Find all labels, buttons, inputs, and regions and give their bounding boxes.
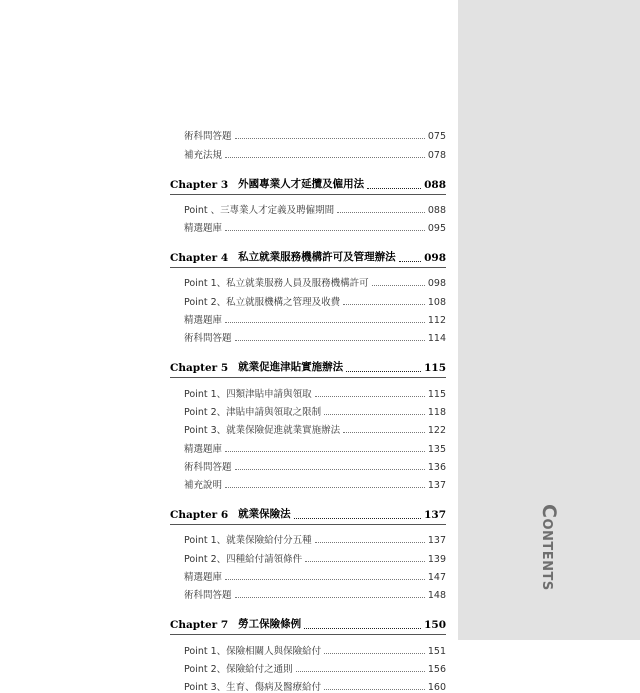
toc-entry[interactable]	[170, 400, 446, 418]
page-number: 115	[424, 362, 446, 375]
dot-leader	[372, 285, 425, 286]
entry-title: Point 、三專業人才定義及聘僱期間	[184, 204, 335, 216]
chapter-title: 勞工保險條例	[238, 618, 302, 631]
entry-title: 補充法規	[184, 149, 223, 161]
dot-leader	[304, 628, 421, 629]
dot-leader	[225, 322, 425, 323]
page-number: 139	[427, 553, 446, 565]
dot-leader	[235, 597, 425, 598]
dot-leader	[225, 579, 425, 580]
dot-leader	[343, 304, 425, 305]
toc-entry[interactable]	[170, 528, 446, 546]
entry-title: Point 3、生育、傷病及醫療給付	[184, 682, 322, 693]
toc-entry[interactable]	[170, 142, 446, 160]
toc-chapter-heading[interactable]	[170, 350, 446, 378]
toc-entry[interactable]	[170, 455, 446, 473]
entry-title: 補充說明	[184, 480, 223, 492]
chapter-title: 就業保險法	[238, 508, 291, 521]
entry-title: 精選題庫	[184, 443, 223, 455]
toc-entry[interactable]	[170, 216, 446, 234]
page-number: 151	[427, 645, 446, 657]
chapter-number: Chapter 3	[170, 178, 229, 191]
page-number: 112	[427, 315, 446, 327]
page-number: 136	[427, 461, 446, 473]
page-number: 095	[427, 223, 446, 235]
toc-entry[interactable]	[170, 657, 446, 675]
toc-entry[interactable]	[170, 473, 446, 491]
page-number: 088	[427, 204, 446, 216]
dot-leader	[315, 542, 425, 543]
entry-title: 精選題庫	[184, 315, 223, 327]
dot-leader	[294, 518, 421, 519]
toc-entry[interactable]	[170, 308, 446, 326]
page-number: 108	[427, 296, 446, 308]
entry-title: 精選題庫	[184, 223, 223, 235]
toc-chapter-heading[interactable]	[170, 607, 446, 635]
page-number: 137	[427, 535, 446, 547]
toc-entry[interactable]	[170, 124, 446, 142]
dot-leader	[225, 157, 425, 158]
table-of-contents	[170, 124, 446, 693]
dot-leader	[235, 138, 425, 139]
entry-title: Point 2、保險給付之通則	[184, 663, 293, 675]
toc-entry[interactable]	[170, 675, 446, 693]
dot-leader	[235, 340, 425, 341]
toc-entry[interactable]	[170, 565, 446, 583]
entry-title: 術科問答題	[184, 461, 232, 473]
page-number: 114	[427, 333, 446, 345]
entry-title: 術科問答題	[184, 131, 232, 143]
entry-title: 術科問答題	[184, 333, 232, 345]
page-number: 156	[427, 663, 446, 675]
page-number: 160	[427, 682, 446, 693]
dot-leader	[399, 261, 421, 262]
entry-title: Point 2、津貼申請與領取之限制	[184, 406, 322, 418]
toc-chapter-heading[interactable]	[170, 497, 446, 525]
page-number: 135	[427, 443, 446, 455]
dot-leader	[305, 561, 425, 562]
entry-title: Point 1、私立就業服務人員及服務機構許可	[184, 278, 369, 290]
toc-entry[interactable]	[170, 198, 446, 216]
page-number: 122	[427, 425, 446, 437]
toc-entry[interactable]	[170, 289, 446, 307]
dot-leader	[343, 432, 425, 433]
chapter-number: Chapter 7	[170, 619, 229, 632]
page-number: 078	[427, 149, 446, 161]
entry-title: Point 1、保險相關人與保險給付	[184, 645, 322, 657]
chapter-title: 就業促進津貼實施辦法	[238, 361, 344, 374]
chapter-number: Chapter 5	[170, 362, 229, 375]
toc-entry[interactable]	[170, 546, 446, 564]
page-number: 137	[424, 509, 446, 522]
page-number: 147	[427, 572, 446, 584]
dot-leader	[225, 487, 425, 488]
toc-entry[interactable]	[170, 418, 446, 436]
dot-leader	[346, 371, 421, 372]
chapter-title: 私立就業服務機構許可及管理辦法	[238, 251, 396, 264]
page-number: 088	[424, 178, 446, 191]
toc-entry[interactable]	[170, 583, 446, 601]
page-number: 098	[427, 278, 446, 290]
entry-title: Point 1、四類津貼申請與領取	[184, 388, 312, 400]
dot-leader	[296, 671, 425, 672]
dot-leader	[315, 396, 425, 397]
dot-leader	[324, 689, 425, 690]
chapter-title: 外國專業人才延攬及僱用法	[238, 177, 365, 190]
page-number: 115	[427, 388, 446, 400]
entry-title: 精選題庫	[184, 572, 223, 584]
dot-leader	[367, 188, 421, 189]
toc-entry[interactable]	[170, 381, 446, 399]
dot-leader	[324, 414, 425, 415]
page-number: 150	[424, 619, 446, 632]
page-number: 137	[427, 480, 446, 492]
entry-title: Point 2、四種給付請領條件	[184, 553, 303, 565]
entry-title: 術科問答題	[184, 590, 232, 602]
page-number: 098	[424, 252, 446, 265]
entry-title: Point 1、就業保險給付分五種	[184, 535, 312, 547]
toc-entry[interactable]	[170, 326, 446, 344]
page-number: 075	[427, 131, 446, 143]
page-number: 148	[427, 590, 446, 602]
dot-leader	[235, 469, 425, 470]
toc-entry[interactable]	[170, 638, 446, 656]
page-number: 118	[427, 406, 446, 418]
entry-title: Point 3、就業保險促進就業實施辦法	[184, 425, 341, 437]
dot-leader	[324, 653, 425, 654]
dot-leader	[337, 212, 425, 213]
contents-sidebar-title: Contents	[538, 504, 560, 591]
toc-chapter-heading[interactable]	[170, 167, 446, 195]
dot-leader	[225, 230, 425, 231]
chapter-number: Chapter 4	[170, 252, 229, 265]
toc-entry[interactable]	[170, 271, 446, 289]
chapter-number: Chapter 6	[170, 509, 229, 522]
toc-entry[interactable]	[170, 436, 446, 454]
entry-title: Point 2、私立就服機構之管理及收費	[184, 296, 341, 308]
dot-leader	[225, 451, 425, 452]
toc-chapter-heading[interactable]	[170, 240, 446, 268]
